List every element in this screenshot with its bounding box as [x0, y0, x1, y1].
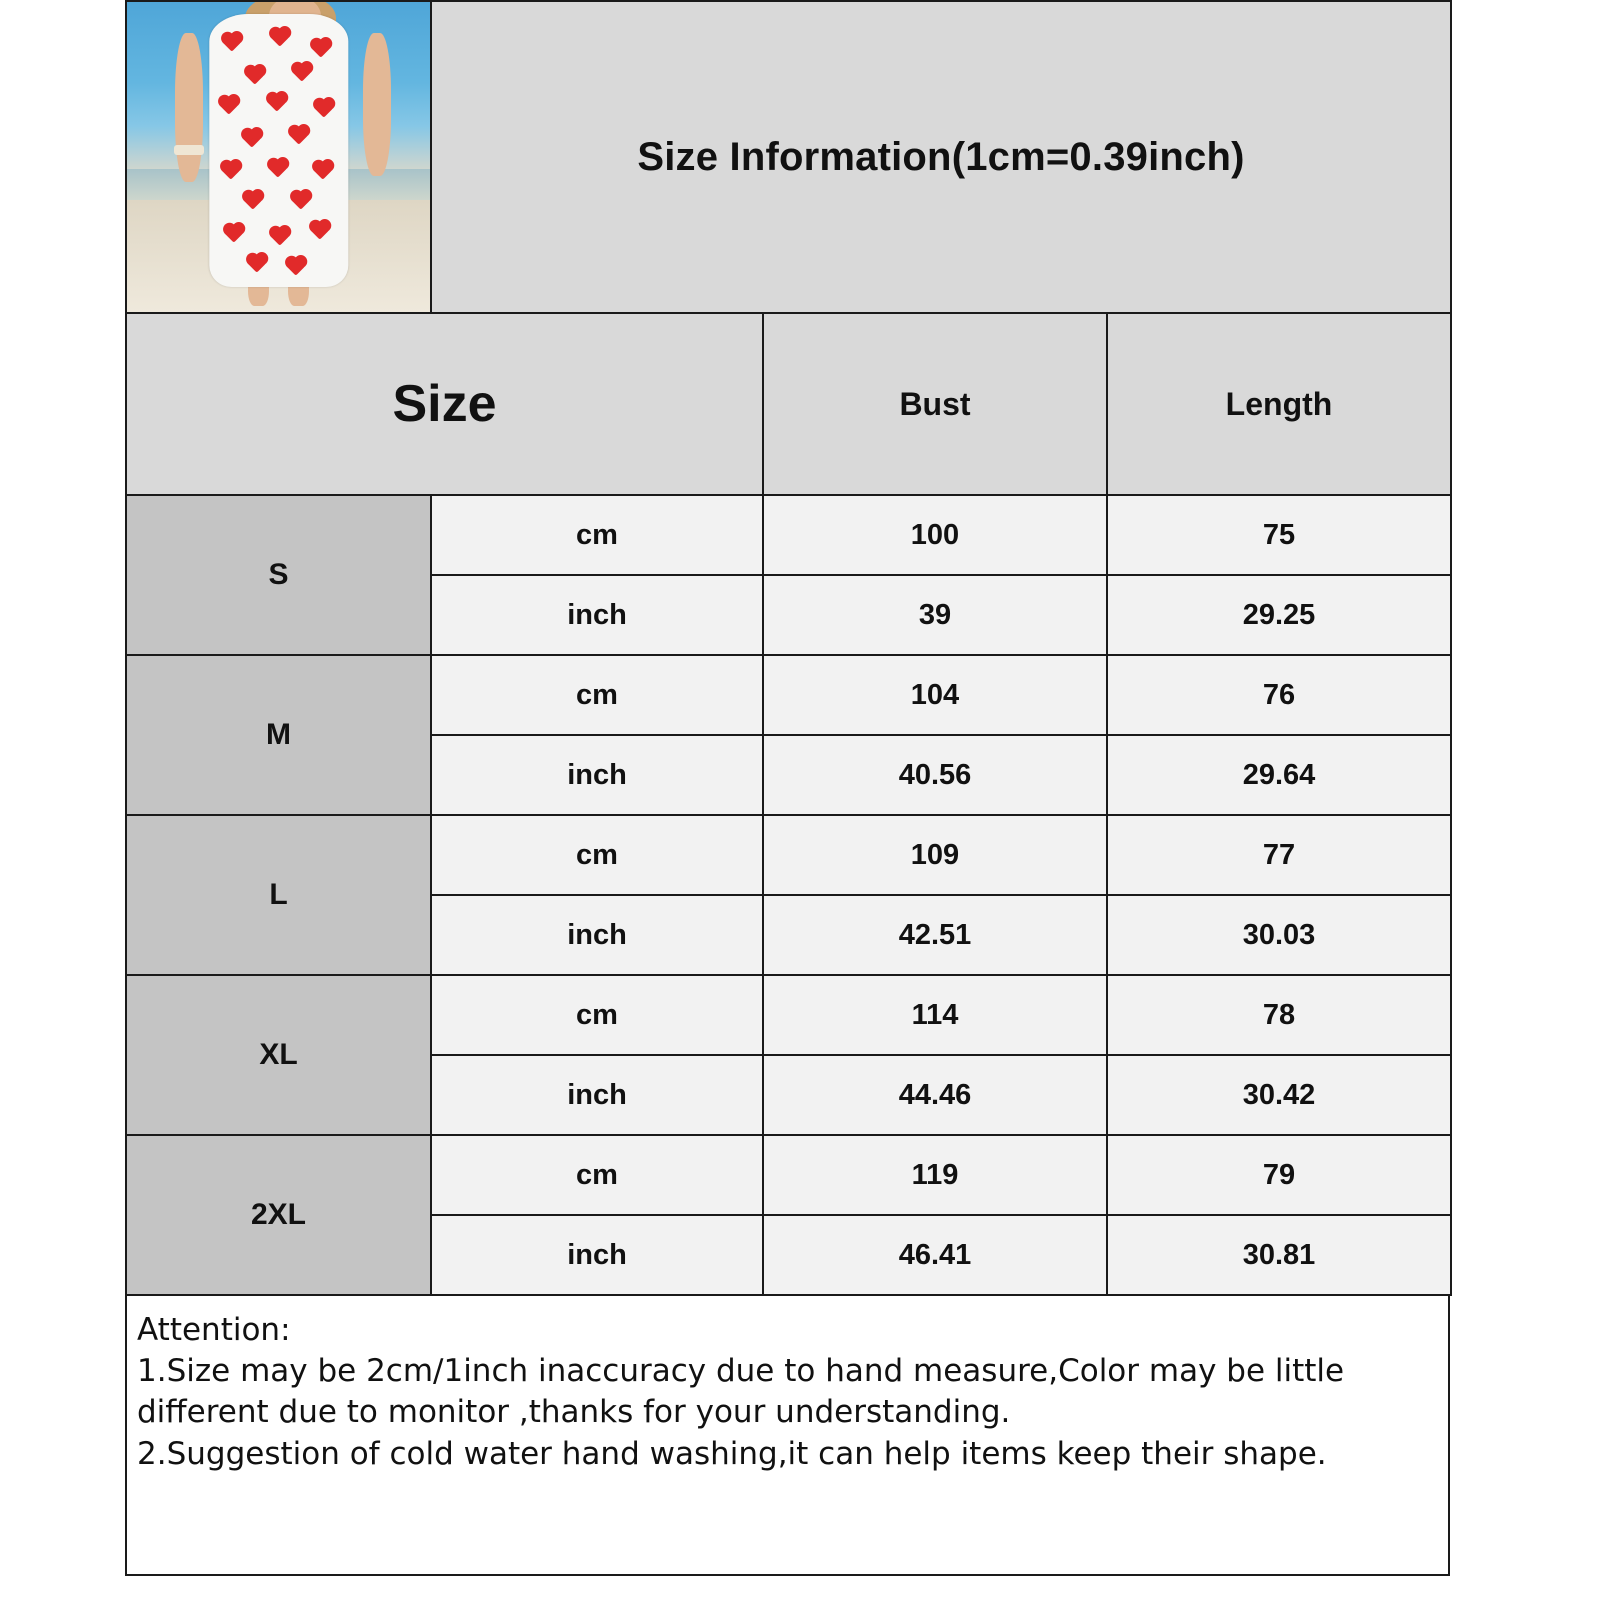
length-cm-s: 75: [1107, 495, 1451, 575]
heart-print-dress: [209, 14, 348, 287]
bust-inch-2xl: 46.41: [763, 1215, 1107, 1295]
unit-inch-m: inch: [431, 735, 763, 815]
bust-inch-m: 40.56: [763, 735, 1107, 815]
length-inch-m: 29.64: [1107, 735, 1451, 815]
length-cm-m: 76: [1107, 655, 1451, 735]
model-bracelet: [174, 145, 204, 155]
bust-cm-l: 109: [763, 815, 1107, 895]
size-label-2xl: 2XL: [126, 1135, 431, 1295]
model-arm-left: [175, 33, 202, 182]
table-row: [126, 655, 1451, 735]
length-cm-l: 77: [1107, 815, 1451, 895]
table-row: [126, 815, 1451, 895]
unit-cm-2xl: cm: [431, 1135, 763, 1215]
length-inch-xl: 30.42: [1107, 1055, 1451, 1135]
unit-inch-s: inch: [431, 575, 763, 655]
table-header-row: [126, 313, 1451, 495]
size-information-table: [125, 0, 1452, 1296]
attention-line-1: 1.Size may be 2cm/1inch inaccuracy due to hand measure,Color may be little: [137, 1353, 1345, 1390]
table-row-title: [126, 1, 1451, 313]
bust-cm-xl: 114: [763, 975, 1107, 1055]
header-bust: Bust: [763, 313, 1107, 495]
beach-background: [127, 2, 430, 312]
size-label-xl: XL: [126, 975, 431, 1135]
unit-cm-m: cm: [431, 655, 763, 735]
unit-inch-l: inch: [431, 895, 763, 975]
table-row: [126, 495, 1451, 575]
bust-inch-s: 39: [763, 575, 1107, 655]
unit-cm-xl: cm: [431, 975, 763, 1055]
unit-inch-xl: inch: [431, 1055, 763, 1135]
size-label-l: L: [126, 815, 431, 975]
table-row: [126, 975, 1451, 1055]
length-cm-2xl: 79: [1107, 1135, 1451, 1215]
attention-line-2: different due to monitor ,thanks for your understanding.: [137, 1394, 1011, 1431]
bust-inch-l: 42.51: [763, 895, 1107, 975]
length-inch-l: 30.03: [1107, 895, 1451, 975]
size-chart-sheet: [125, 0, 1450, 1576]
length-inch-s: 29.25: [1107, 575, 1451, 655]
page-title: Size Information(1cm=0.39inch): [637, 134, 1245, 179]
header-length: Length: [1107, 313, 1451, 495]
product-photo: [127, 2, 430, 312]
bust-cm-s: 100: [763, 495, 1107, 575]
header-size: Size: [126, 313, 763, 495]
title-cell: [431, 1, 1451, 313]
length-cm-xl: 78: [1107, 975, 1451, 1055]
size-label-s: S: [126, 495, 431, 655]
attention-heading: Attention:: [137, 1312, 291, 1348]
bust-cm-2xl: 119: [763, 1135, 1107, 1215]
bust-inch-xl: 44.46: [763, 1055, 1107, 1135]
unit-cm-s: cm: [431, 495, 763, 575]
table-row: [126, 1135, 1451, 1215]
unit-inch-2xl: inch: [431, 1215, 763, 1295]
attention-line-3: 2.Suggestion of cold water hand washing,it can help items keep their shape.: [137, 1435, 1327, 1472]
size-label-m: M: [126, 655, 431, 815]
model-arm-right: [363, 33, 390, 176]
product-photo-cell: [126, 1, 431, 313]
bust-cm-m: 104: [763, 655, 1107, 735]
attention-block: [125, 1296, 1450, 1576]
length-inch-2xl: 30.81: [1107, 1215, 1451, 1295]
unit-cm-l: cm: [431, 815, 763, 895]
